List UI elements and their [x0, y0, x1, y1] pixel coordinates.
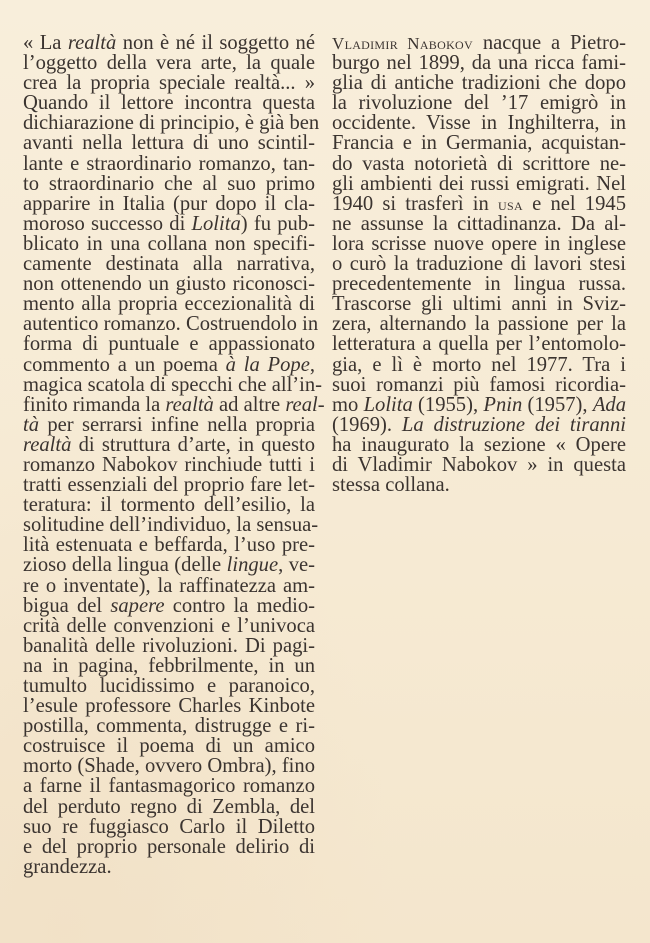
text-run: ) fu pub-	[240, 212, 315, 235]
italic-text: Lolita	[363, 393, 413, 416]
text-run: Quando il lettore incontra questa	[23, 92, 315, 115]
text-line	[23, 334, 315, 354]
text-line	[332, 53, 626, 73]
text-run: zera, alternando la passione per la	[332, 313, 626, 336]
text-run: (1955),	[412, 393, 484, 416]
text-line	[23, 294, 315, 314]
text-line	[23, 415, 315, 435]
text-run: tumulto lucidissimo e paranoico,	[23, 675, 315, 697]
text-run: gia, e lì è morto nel 1977. Tra i	[332, 353, 626, 376]
text-run: mo	[332, 393, 364, 416]
text-run: suoi romanzi più famosi ricordia-	[332, 373, 626, 396]
text-run: crea la propria speciale realtà... »	[23, 72, 315, 95]
text-line	[23, 53, 315, 73]
text-line	[23, 576, 315, 596]
text-line	[23, 676, 315, 696]
text-run: magica scatola di specchi che all’in-	[23, 373, 323, 396]
text-run: non ottenendo un giusto riconosci-	[23, 273, 315, 296]
text-line	[332, 133, 626, 153]
text-run: glia di antiche tradizioni che dopo	[332, 72, 626, 95]
text-line	[23, 535, 315, 555]
text-line	[23, 514, 319, 537]
italic-text: realtà	[23, 433, 72, 456]
text-line	[23, 93, 315, 113]
text-line	[23, 313, 319, 336]
text-run: (1969).	[332, 413, 402, 436]
text-line	[23, 355, 315, 375]
italic-text: realtà	[165, 393, 214, 416]
text-line	[23, 274, 315, 294]
book-description-column	[23, 32, 325, 878]
text-run: commento a un poema	[23, 353, 226, 376]
text-run: avanti nella lettura di uno scintil-	[23, 132, 315, 155]
text-run: lità estenuata e beffarda, l’uso pre-	[23, 534, 315, 557]
text-run: suo re fuggiasco Carlo il Diletto	[23, 815, 315, 838]
text-run: postilla, commenta, distrugge e ri-	[23, 715, 315, 738]
text-run: precedentemente in lingua russa.	[332, 273, 626, 296]
text-line	[332, 355, 626, 375]
text-line	[23, 736, 315, 756]
text-run: l’esule professore Charles Kinbote	[23, 695, 315, 718]
text-line	[23, 214, 315, 234]
text-line	[23, 756, 315, 776]
text-line	[23, 696, 315, 716]
text-run: l’oggetto della vera arte, la quale	[23, 52, 315, 75]
italic-text: lingue	[226, 554, 279, 577]
text-run: del perduto regno di Zembla, del	[23, 795, 315, 818]
text-line	[23, 254, 315, 274]
text-line	[23, 716, 315, 736]
text-run: mento alla propria eccezionalità di	[23, 293, 315, 316]
text-run: ne assunse la cittadinanza. Da al-	[332, 212, 626, 235]
text-line	[332, 154, 626, 174]
text-run: stessa collana.	[332, 474, 450, 497]
small-caps-text: Vladimir Nabokov	[332, 34, 473, 53]
text-line	[23, 234, 315, 254]
text-run: ha inaugurato la sezione « Opere	[332, 433, 626, 456]
text-run: ,	[309, 353, 315, 376]
text-run: a farne il fantasmagorico romanzo	[23, 775, 315, 798]
text-run: camente destinata alla narrativa,	[23, 253, 315, 276]
text-run: di Vladimir Nabokov » in questa	[332, 453, 626, 476]
italic-text: tà	[23, 413, 40, 436]
text-run: tratti essenziali del proprio fare let-	[23, 474, 315, 497]
text-line	[332, 113, 626, 133]
text-line	[332, 294, 626, 314]
text-run: « La	[23, 32, 68, 54]
text-run: o curò la traduzione di lavori stesi	[332, 253, 626, 276]
text-line	[332, 194, 626, 214]
text-line	[23, 596, 315, 616]
text-run: to straordinario che al suo primo	[23, 172, 315, 195]
text-run: morto (Shade, ovvero Ombra), fino	[23, 755, 315, 778]
text-run: na in pagina, febbrilmente, in un	[23, 654, 315, 677]
text-run: nacque a Pietro-	[472, 32, 627, 54]
text-line	[332, 33, 626, 53]
text-run: Trascorse gli ultimi anni in Sviz-	[332, 293, 626, 316]
text-line	[332, 93, 626, 113]
text-run: crità delle convenzioni e l’univoca	[23, 614, 315, 637]
text-line	[23, 33, 315, 53]
text-line	[332, 314, 626, 334]
text-run: letteratura a quella per l’entomolo-	[332, 333, 626, 356]
text-line	[23, 373, 323, 396]
text-line	[23, 435, 315, 455]
text-line	[332, 254, 626, 274]
text-line	[23, 174, 315, 194]
text-run: banalità delle rivoluzioni. Di pagi-	[23, 634, 315, 657]
text-line	[332, 415, 626, 435]
text-line	[23, 817, 315, 837]
text-line	[332, 174, 626, 194]
italic-text: realtà	[67, 32, 117, 54]
text-run: romanzo Nabokov rinchiude tutti i	[23, 453, 315, 476]
text-line	[23, 616, 315, 636]
text-line	[23, 475, 315, 495]
text-run: per serrarsi infine nella propria	[39, 413, 315, 436]
text-line	[332, 334, 626, 354]
text-run: contro la medio-	[164, 594, 315, 617]
text-line	[23, 154, 315, 174]
text-run: Francia e in Germania, acquistan-	[332, 132, 626, 155]
text-run: e del proprio personale delirio di	[23, 835, 315, 858]
text-run: bigua del	[23, 594, 111, 617]
text-run: (1957),	[522, 393, 593, 416]
italic-text: à la Pope	[225, 353, 310, 376]
text-run: , ve-	[278, 554, 315, 577]
text-line	[23, 133, 315, 153]
text-run: finito rimanda la	[23, 393, 166, 416]
text-line	[23, 112, 320, 135]
text-line	[332, 435, 626, 455]
text-run: occidente. Visse in Inghilterra, in	[332, 112, 626, 135]
text-run: do vasta notorietà di scrittore ne-	[332, 152, 626, 175]
text-run: blicato in una collana non specifi-	[23, 232, 315, 255]
text-run: la rivoluzione del ’17 emigrò in	[332, 92, 626, 115]
author-biography-column	[332, 33, 626, 495]
text-line	[332, 395, 626, 415]
text-line	[23, 495, 315, 515]
text-line	[332, 475, 626, 495]
text-line	[332, 375, 626, 395]
text-run: burgo nel 1899, da una ricca fami-	[332, 52, 626, 75]
text-line	[23, 837, 315, 857]
small-caps-text: usa	[498, 194, 523, 214]
text-run: dichiarazione di principio, è già ben	[23, 112, 320, 135]
text-line	[23, 776, 315, 796]
text-run: zioso della lingua (delle	[23, 554, 227, 577]
text-run: solitudine dell’individuo, la sensua-	[23, 514, 319, 537]
text-run: non è né il soggetto né	[116, 32, 315, 54]
text-line	[332, 214, 626, 234]
text-line	[23, 636, 315, 656]
text-run: re o inventate), la raffinatezza am-	[23, 574, 315, 597]
text-line	[23, 455, 315, 475]
italic-text: Ada	[592, 393, 627, 416]
text-line	[23, 857, 315, 877]
text-run: lante e straordinario romanzo, tan-	[23, 152, 315, 175]
text-line	[23, 656, 315, 676]
text-run: e nel 1945	[522, 192, 626, 215]
text-run: grandezza.	[23, 855, 112, 878]
italic-text: sapere	[110, 594, 165, 617]
text-line	[23, 555, 315, 575]
text-line	[332, 73, 626, 93]
text-run: teratura: il tormento dell’esilio, la	[23, 494, 315, 517]
text-line	[23, 393, 325, 416]
text-run: ad altre	[213, 393, 286, 416]
text-line	[332, 274, 626, 294]
text-run: lora scrisse nuove opere in inglese	[332, 232, 626, 255]
italic-text: Pnin	[483, 393, 523, 416]
text-run: apparire in Italia (pur dopo il cla-	[23, 192, 315, 215]
italic-text: real-	[285, 393, 325, 416]
text-line	[23, 797, 315, 817]
text-run: 1940 si trasferì in	[332, 192, 499, 215]
text-run: autentico romanzo. Costruendolo in	[23, 313, 319, 336]
italic-text: Lolita	[191, 212, 241, 235]
text-line	[23, 194, 315, 214]
text-run: costruisce il poema di un amico	[23, 735, 315, 758]
text-run: moroso successo di	[23, 212, 192, 235]
text-run: di struttura d’arte, in questo	[71, 433, 315, 456]
text-run: gli ambienti dei russi emigrati. Nel	[332, 172, 626, 195]
text-run: forma di puntuale e appassionato	[23, 333, 315, 356]
text-line	[23, 73, 315, 93]
text-line	[332, 455, 626, 475]
italic-text: La distruzione dei tiranni	[401, 413, 627, 436]
text-line	[332, 234, 626, 254]
